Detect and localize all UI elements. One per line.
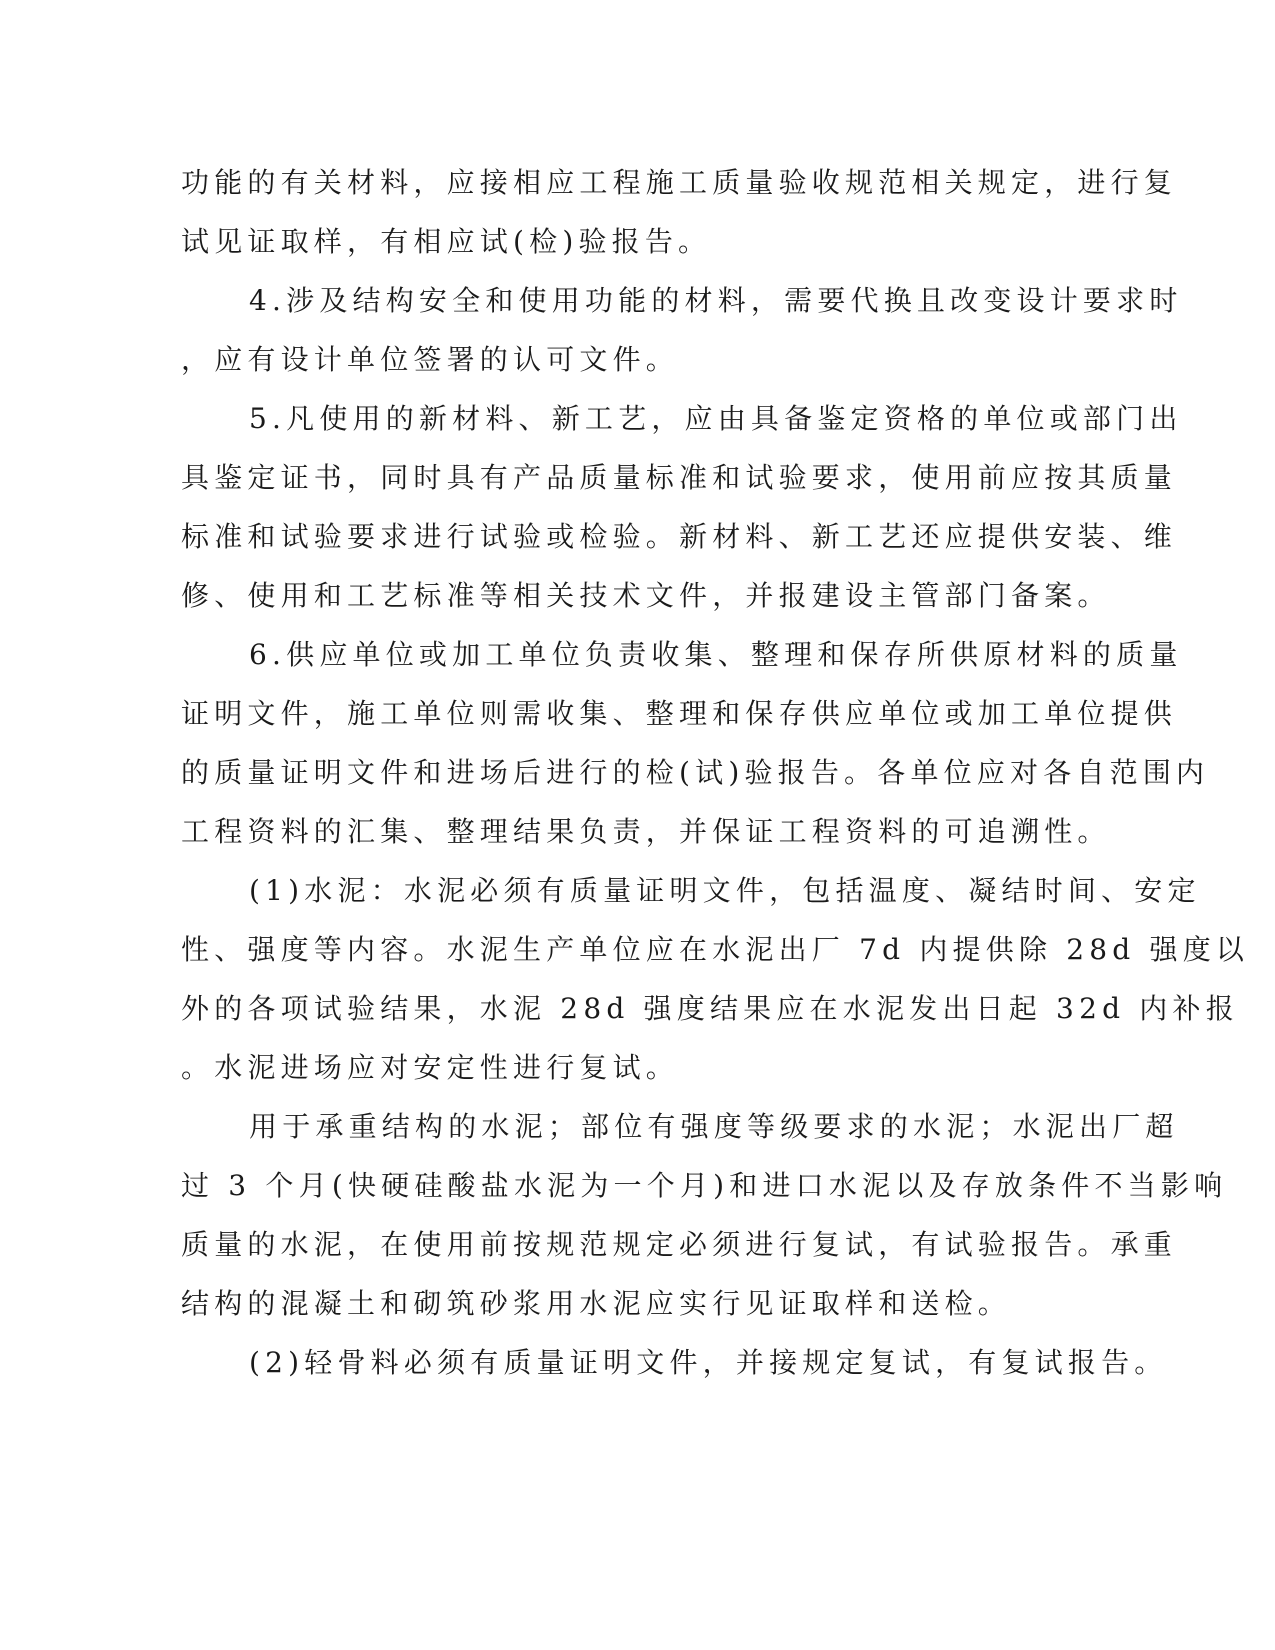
text-line: (1)水泥：水泥必须有质量证明文件，包括温度、凝结时间、安定 <box>249 874 1201 907</box>
text-line: 外的各项试验结果，水泥 28d 强度结果应在水泥发出日起 32d 内补报 <box>181 992 1239 1025</box>
text-line: 试见证取样，有相应试(检)验报告。 <box>181 225 712 258</box>
text-line: 6.供应单位或加工单位负责收集、整理和保存所供原材料的质量 <box>249 638 1183 671</box>
text-line: 4.涉及结构安全和使用功能的材料，需要代换且改变设计要求时 <box>249 284 1183 317</box>
text-line: 过 3 个月(快硬硅酸盐水泥为一个月)和进口水泥以及存放条件不当影响 <box>181 1169 1228 1202</box>
text-line: 工程资料的汇集、整理结果负责，并保证工程资料的可追溯性。 <box>181 815 1111 848</box>
text-line: 具鉴定证书，同时具有产品质量标准和试验要求，使用前应按其质量 <box>181 461 1178 494</box>
text-line: 功能的有关材料，应接相应工程施工质量验收规范相关规定，进行复 <box>181 166 1178 199</box>
text-line: 证明文件，施工单位则需收集、整理和保存供应单位或加工单位提供 <box>181 697 1178 730</box>
text-line: ，应有设计单位签署的认可文件。 <box>181 343 680 376</box>
text-line: 标准和试验要求进行试验或检验。新材料、新工艺还应提供安装、维 <box>181 520 1178 553</box>
text-line: 。水泥进场应对安定性进行复试。 <box>181 1051 680 1084</box>
text-line: 修、使用和工艺标准等相关技术文件，并报建设主管部门备案。 <box>181 579 1111 612</box>
text-line: 的质量证明文件和进场后进行的检(试)验报告。各单位应对各自范围内 <box>181 756 1210 789</box>
text-line: 结构的混凝土和砌筑砂浆用水泥应实行见证取样和送检。 <box>181 1287 1012 1320</box>
text-line: 质量的水泥，在使用前按规范规定必须进行复试，有试验报告。承重 <box>181 1228 1178 1261</box>
text-line: 性、强度等内容。水泥生产单位应在水泥出厂 7d 内提供除 28d 强度以 <box>181 933 1250 966</box>
text-line: 用于承重结构的水泥；部位有强度等级要求的水泥；水泥出厂超 <box>249 1110 1179 1143</box>
text-line: 5.凡使用的新材料、新工艺，应由具备鉴定资格的单位或部门出 <box>249 402 1183 435</box>
text-line: (2)轻骨料必须有质量证明文件，并接规定复试，有复试报告。 <box>249 1346 1168 1379</box>
